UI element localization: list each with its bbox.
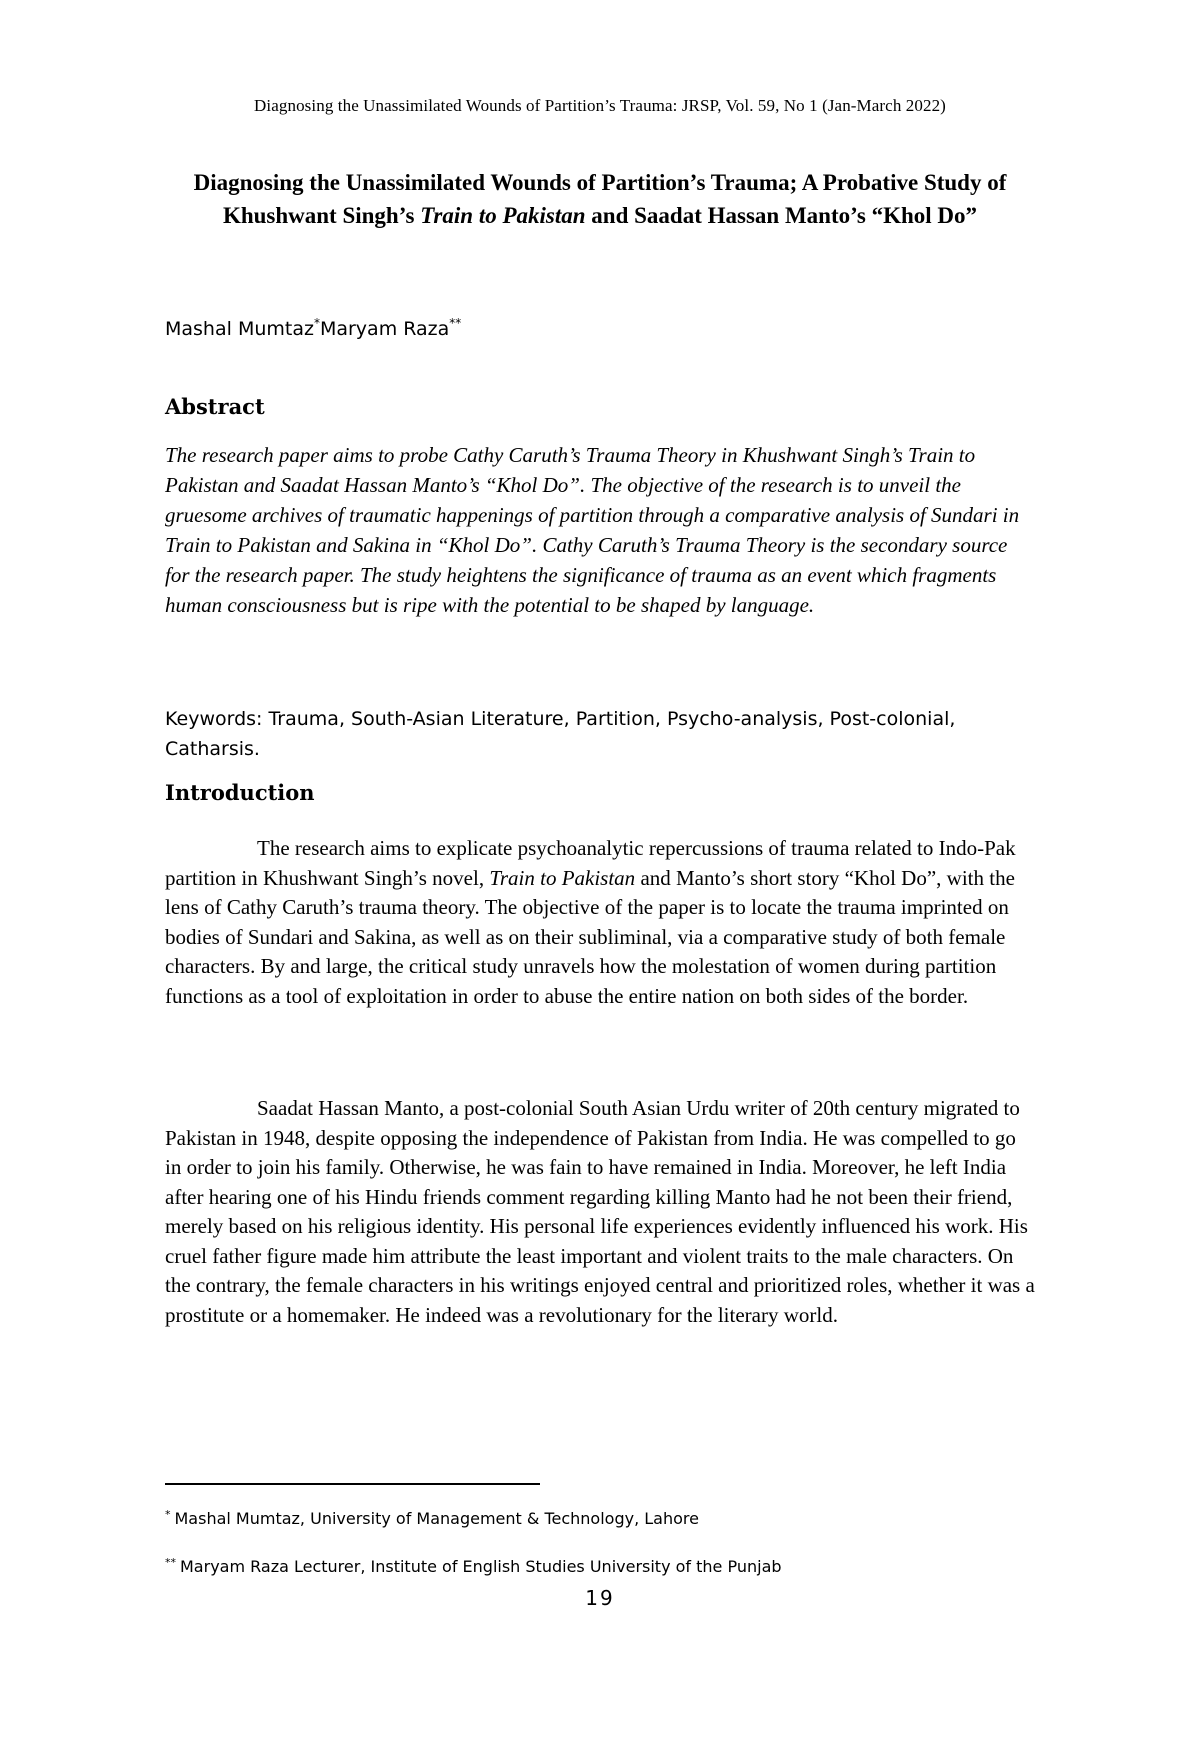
running-header: Diagnosing the Unassimilated Wounds of Partition’s Trauma: JRSP, Vol. 59, No 1 (Jan-March 2022)	[254, 96, 946, 115]
title-italic: Train to Pakistan	[420, 203, 586, 228]
author-2: Maryam Raza	[319, 318, 450, 340]
footnote-2-mark: **	[165, 1556, 176, 1569]
footnote-1-text: Mashal Mumtaz, University of Management & Technology, Lahore	[174, 1509, 699, 1528]
footnote-rule	[165, 1483, 540, 1485]
page-number: 19	[585, 1586, 615, 1610]
intro-p1-a: The research aims to explicate psychoanalytic repercussions of trauma related to Indo-Pak partition in Khushwant Singh’s novel,	[165, 836, 1016, 890]
intro-paragraph-1	[165, 834, 1035, 1011]
author-2-mark: **	[449, 316, 462, 330]
intro-p1-italic: Train to Pakistan	[489, 865, 636, 890]
title-part-1: Diagnosing the Unassimilated Wounds of Partition’s Trauma; A Probative Study of Khushwant Singh’s	[193, 170, 1007, 228]
intro-p1-b: and Manto’s short story “Khol Do”, with the lens of Cathy Caruth’s trauma theory. The objective of the paper is to locate the trauma imprinted on bodies of Sundari and Sakina, as well as on their subliminal, via a comparative study of both female characters. By and large, the critical study unravels how the molestation of women during partition functions as a tool of exploitation in order to abuse the entire nation on both sides of the border.	[165, 865, 1015, 1008]
footnote-1-mark: *	[165, 1508, 171, 1521]
footnote-2	[165, 1556, 782, 1576]
intro-paragraph-2	[165, 1094, 1035, 1330]
author-1-mark: *	[313, 316, 320, 330]
author-1: Mashal Mumtaz	[165, 318, 314, 340]
abstract-text: The research paper aims to probe Cathy Caruth’s Trauma Theory in Khushwant Singh’s Train to Pakistan and Saadat Hassan Manto’s “Khol Do”. The objective of the research is to unveil the gruesome archives of traumatic happenings of partition through a comparative analysis of Sundari in Train to Pakistan and Sakina in “Khol Do”. Cathy Caruth’s Trauma Theory is the secondary source for the research paper. The study heightens the significance of trauma as an event which fragments human consciousness but is ripe with the potential to be shaped by language.	[165, 443, 1020, 617]
footnote-1	[165, 1508, 699, 1528]
footnote-2-text: Maryam Raza Lecturer, Institute of English Studies University of the Punjab	[180, 1557, 782, 1576]
intro-p2: Saadat Hassan Manto, a post-colonial South Asian Urdu writer of 20th century migrated to Pakistan in 1948, despite opposing the independence of Pakistan from India. He was compelled to go in order to join his family. Otherwise, he was fain to have remained in India. Moreover, he left India after hearing one of his Hindu friends comment regarding killing Manto had he not been their friend, merely based on his religious identity. His personal life experiences evidently influenced his work. His cruel father figure made him attribute the least important and violent traits to the male characters. On the contrary, the female characters in his writings enjoyed central and prioritized roles, whether it was a prostitute or a homemaker. He indeed was a revolutionary for the literary world.	[165, 1096, 1035, 1327]
keywords: Keywords: Trauma, South-Asian Literature, Partition, Psycho-analysis, Post-colonial, Catharsis.	[165, 708, 956, 760]
title-part-2: and Saadat Hassan Manto’s “Khol Do”	[585, 203, 978, 228]
author-line	[165, 316, 461, 340]
abstract-heading: Abstract	[165, 394, 265, 419]
introduction-heading: Introduction	[165, 780, 315, 805]
paper-title	[150, 166, 1050, 232]
